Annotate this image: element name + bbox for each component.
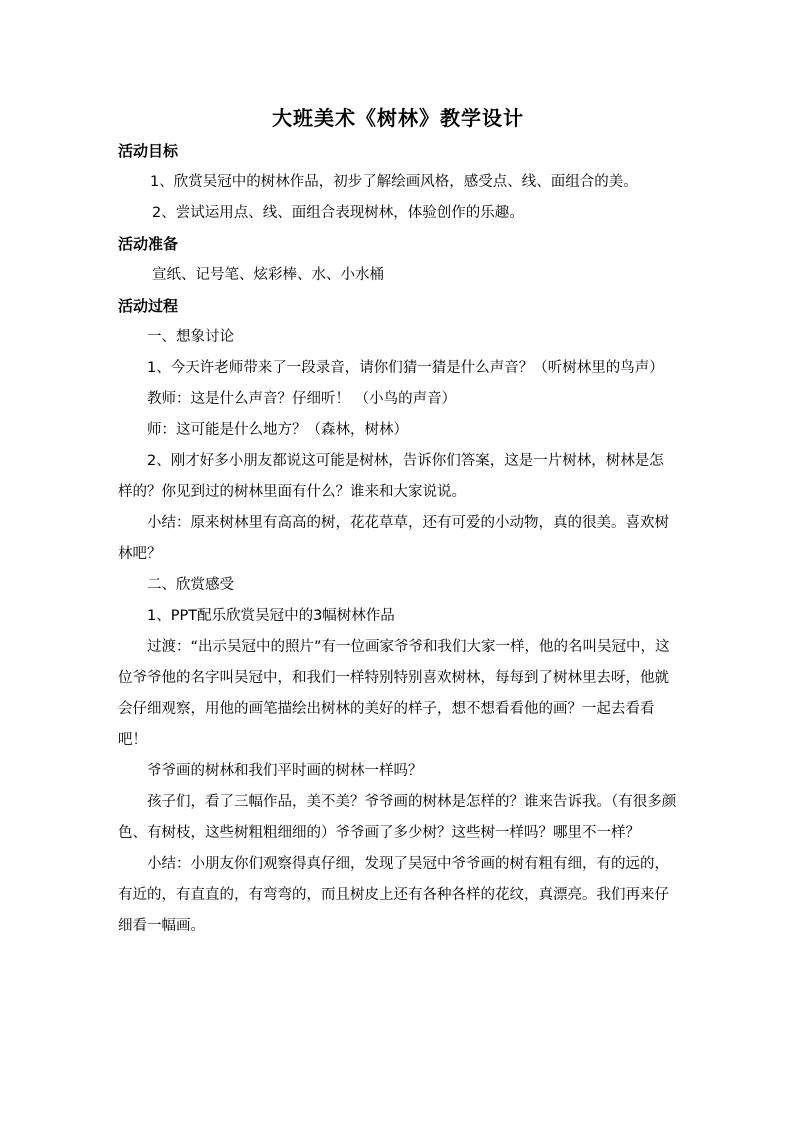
- paragraph-10: 小结：小朋友你们观察得真仔细，发现了吴冠中爷爷画的树有粗有细，有的远的，有近的，有直直的，有弯弯的，而且树皮上还有各种各样的花纹，真漂亮。我们再来仔细看一幅画。: [118, 856, 669, 934]
- paragraph-6: 1、PPT配乐欣赏吴冠中的3幅树林作品: [147, 608, 395, 624]
- part2-title: 二、欣赏感受: [147, 577, 234, 593]
- goal-item-2: 2、尝试运用点、线、面组合表现树林，体验创作的乐趣。: [152, 205, 524, 221]
- document-title: 大班美术《树林》教学设计: [272, 106, 524, 130]
- paragraph-8: 爷爷画的树林和我们平时画的树林一样吗？: [147, 763, 423, 779]
- prep-text: 宣纸、记号笔、炫彩棒、水、小水桶: [152, 267, 384, 283]
- document-body: [118, 100, 678, 942]
- paragraph-3: 师：这可能是什么地方？（森林，树林）: [147, 422, 408, 438]
- goal-item-1: 1、欣赏吴冠中的树林作品，初步了解绘画风格，感受点、线、面组合的美。: [150, 174, 638, 190]
- paragraph-1: 1、今天许老师带来了一段录音，请你们猜一猜是什么声音？（听树林里的鸟声）: [147, 360, 664, 376]
- paragraph-7: 过渡：“出示吴冠中的照片”有一位画家爷爷和我们大家一样，他的名叫吴冠中，这位爷爷他的名字叫吴冠中，和我们一样特别特别喜欢树林，每每到了树林里去呀，他就会仔细观察，用他的画笔描绘出树林的美好的样子，想不想看看他的画？一起去看看吧！: [118, 639, 670, 748]
- paragraph-9: 孩子们，看了三幅作品，美不美？爷爷画的树林是怎样的？谁来告诉我。（有很多颜色、有树枝，这些树粗粗细细的）爷爷画了多少树？这些树一样吗？哪里不一样？: [118, 794, 677, 841]
- process-heading: 活动过程: [118, 297, 179, 315]
- part1-title: 一、想象讨论: [147, 329, 234, 345]
- paragraph-2: 教师：这是什么声音？仔细听！ （小鸟的声音）: [147, 391, 457, 407]
- paragraph-5: 小结：原来树林里有高高的树，花花草草，还有可爱的小动物，真的很美。喜欢树林吧？: [118, 515, 669, 562]
- goals-heading: 活动目标: [118, 142, 179, 160]
- prep-heading: 活动准备: [118, 235, 179, 253]
- paragraph-4: 2、刚才好多小朋友都说这可能是树林，告诉你们答案，这是一片树林，树林是怎样的？你见到过的树林里面有什么？谁来和大家说说。: [118, 453, 664, 500]
